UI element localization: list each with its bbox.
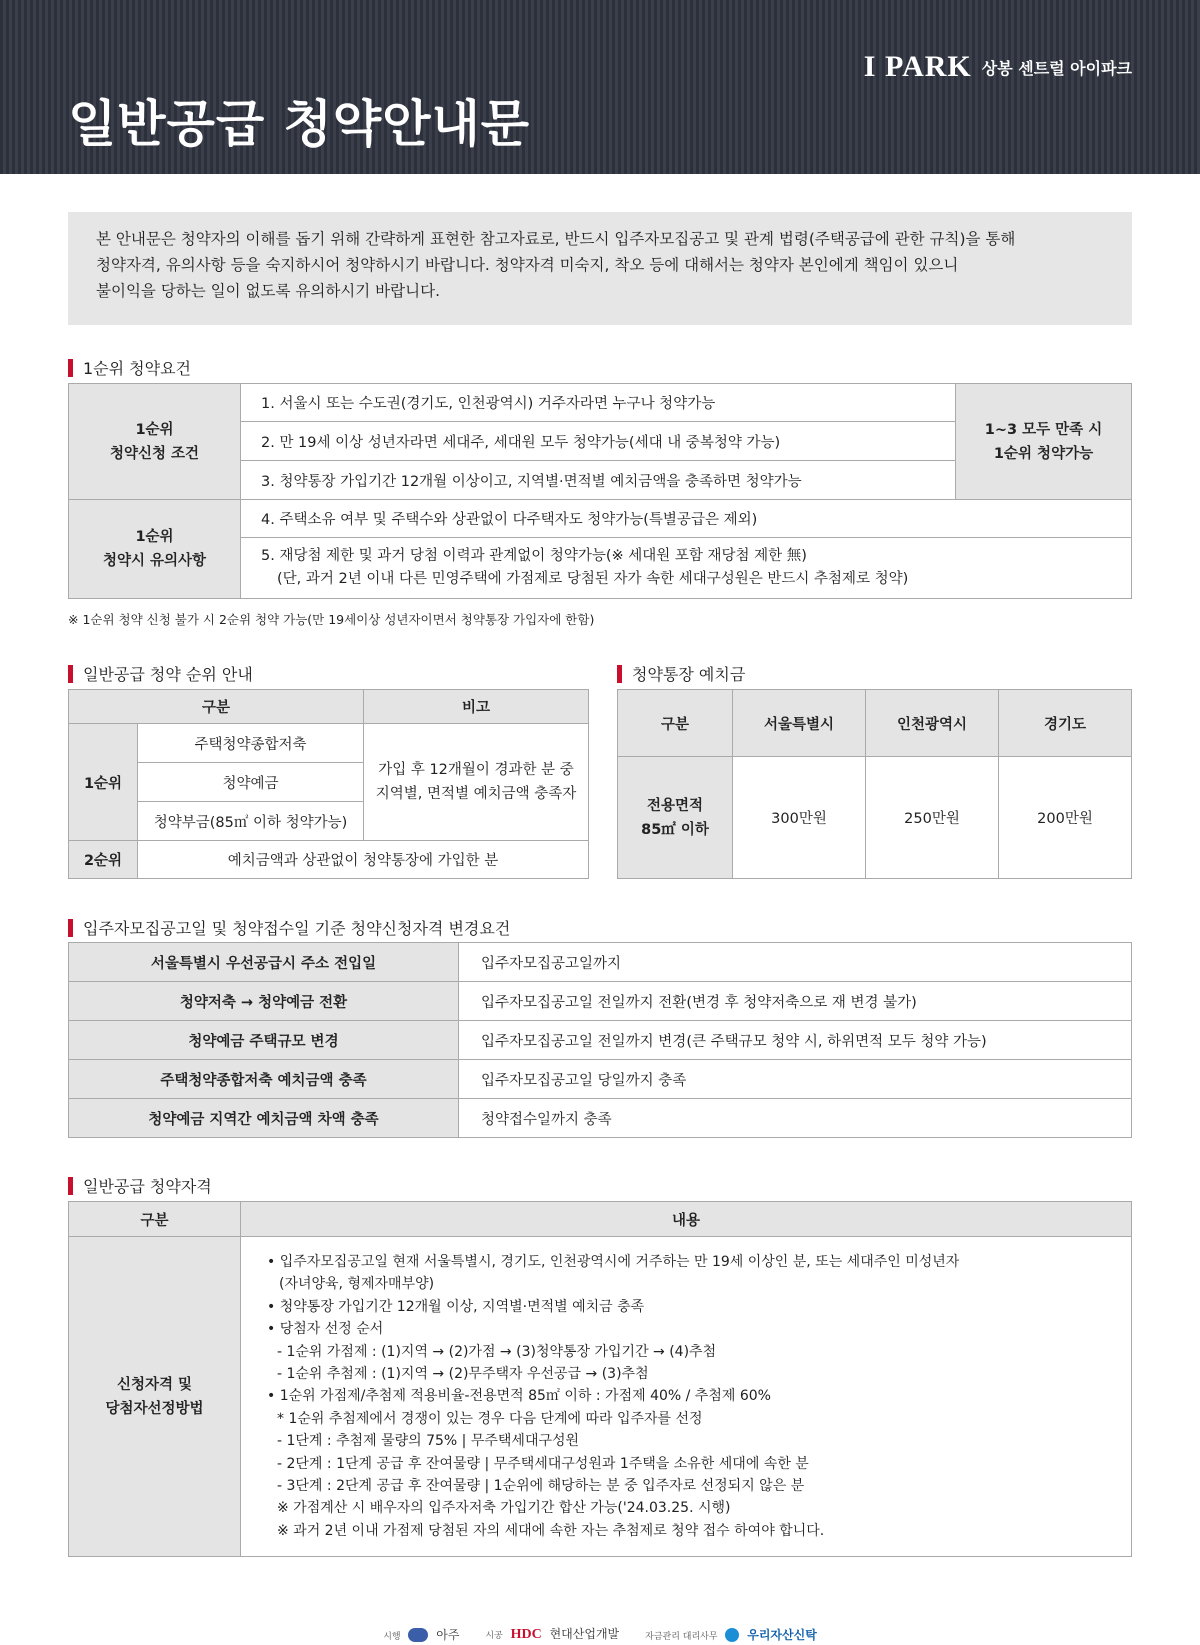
caution-item: 5. 재당첨 제한 및 과거 당첨 이력과 관계없이 청약가능(※ 세대원 포함 재당첨 제한 無) (단, 과거 2년 이내 다른 민영주택에 가점제로 당첨된 자가 속한 세대구성원은 반드시 추첨제로 청약)	[241, 538, 1132, 599]
header-incheon: 인천광역시	[866, 690, 999, 757]
aju-logo-icon	[408, 1628, 428, 1642]
footer-builder: 시행 아주	[383, 1627, 460, 1642]
rank1-item: 청약예금	[138, 763, 364, 802]
rank1-label: 1순위	[69, 724, 138, 841]
ipark-logo: I PARK	[863, 50, 972, 83]
change-label: 서울특별시 우선공급시 주소 전입일	[69, 943, 459, 982]
content-line: • 당첨자 선정 순서	[267, 1321, 384, 1338]
qualification-table	[68, 1201, 1132, 1557]
rank1-remark: 가입 후 12개월이 경과한 분 중 지역별, 면적별 예치금액 충족자	[364, 724, 589, 841]
header-banner	[0, 0, 1200, 174]
section-title-text: 일반공급 청약자격	[83, 1177, 212, 1196]
section-marker	[617, 665, 622, 683]
section-title-rank-guide	[68, 662, 253, 685]
rank1-item: 주택청약종합저축	[138, 724, 364, 763]
content-line: (자녀양육, 형제자매부양)	[279, 1276, 435, 1293]
deposit-seoul: 300만원	[733, 757, 866, 879]
rank2-label: 2순위	[69, 841, 138, 879]
intro-line: 청약자격, 유의사항 등을 숙지하시어 청약하시기 바랍니다. 청약자격 미숙지, 착오 등에 대해서는 청약자 본인에게 책임이 있으니	[96, 256, 959, 274]
change-value: 입주자모집공고일까지	[459, 943, 1132, 982]
cond-item: 3. 청약통장 가입기간 12개월 이상이고, 지역별·면적별 예치금액을 충족하면 청약가능	[241, 461, 956, 500]
content-line: - 1순위 가점제 : (1)지역 → (2)가점 → (3)청약통장 가입기간 → (4)추첨	[277, 1343, 717, 1360]
deposit-incheon: 250만원	[866, 757, 999, 879]
header-category: 구분	[69, 690, 364, 724]
header-seoul: 서울특별시	[733, 690, 866, 757]
rank1-item: 청약부금(85㎡ 이하 청약가능)	[138, 802, 364, 841]
content-line: - 1단계 : 추첨제 물량의 75% | 무주택세대구성원	[277, 1433, 580, 1450]
content-line: ※ 가점계산 시 배우자의 입주자저축 가입기간 합산 가능('24.03.25. 시행)	[277, 1500, 731, 1517]
caution-item: 4. 주택소유 여부 및 주택수와 상관없이 다주택자도 청약가능(특별공급은 제외)	[241, 500, 1132, 538]
content-line: - 2단계 : 1단계 공급 후 잔여물량 | 무주택세대구성원과 1주택을 소유한 세대에 속한 분	[277, 1455, 809, 1472]
cond-item: 1. 서울시 또는 수도권(경기도, 인천광역시) 거주자라면 누구나 청약가능	[241, 384, 956, 422]
intro-line: 불이익을 당하는 일이 없도록 유의하시기 바랍니다.	[96, 282, 440, 300]
section-title-change-req	[68, 916, 510, 939]
section-marker	[68, 665, 73, 683]
rank-guide-table	[68, 689, 589, 879]
first-rank-note: ※ 1순위 청약 신청 불가 시 2순위 청약 가능(만 19세이상 성년자이면서 청약통장 가입자에 한함)	[68, 612, 595, 627]
change-value: 청약접수일까지 충족	[459, 1099, 1132, 1138]
content-line: • 청약통장 가입기간 12개월 이상, 지역별·면적별 예치금 충족	[267, 1298, 645, 1315]
section-title-qualification	[68, 1174, 212, 1197]
section-marker	[68, 919, 73, 937]
header-gyeonggi: 경기도	[999, 690, 1132, 757]
content-line: • 1순위 가점제/추첨제 적용비율-전용면적 85㎡ 이하 : 가점제 40% / 추첨제 60%	[267, 1388, 771, 1405]
change-value: 입주자모집공고일 당일까지 충족	[459, 1060, 1132, 1099]
woori-logo-icon	[725, 1628, 739, 1642]
brand	[864, 50, 1132, 84]
footer-constructor: 시공 HDC 현대산업개발	[485, 1627, 620, 1642]
section-title-deposit	[617, 662, 745, 685]
page-title: 일반공급 청약안내문	[68, 95, 531, 153]
first-rank-table	[68, 383, 1132, 599]
section-title-text: 청약통장 예치금	[632, 665, 746, 684]
change-req-table	[68, 942, 1132, 1138]
qualification-label: 신청자격 및 당첨자선정방법	[69, 1237, 241, 1557]
qualification-content	[241, 1237, 1132, 1557]
footer	[0, 1625, 1200, 1643]
section-title-first-rank	[68, 356, 191, 379]
header-category: 구분	[618, 690, 733, 757]
cond-item: 2. 만 19세 이상 성년자라면 세대주, 세대원 모두 청약가능(세대 내 중복청약 가능)	[241, 422, 956, 461]
cond-result: 1~3 모두 만족 시 1순위 청약가능	[956, 384, 1132, 500]
rank2-remark: 예치금액과 상관없이 청약통장에 가입한 분	[138, 841, 589, 879]
content-line: - 1순위 추첨제 : (1)지역 → (2)무주택자 우선공급 → (3)추첨	[277, 1366, 649, 1383]
content-line: * 1순위 추첨제에서 경쟁이 있는 경우 다음 단계에 따라 입주자를 선정	[277, 1410, 703, 1427]
hdc-logo: HDC	[510, 1627, 542, 1642]
caution-label: 1순위 청약시 유의사항	[69, 500, 241, 599]
header-content: 내용	[241, 1202, 1132, 1237]
cond-label: 1순위 청약신청 조건	[69, 384, 241, 500]
section-marker	[68, 359, 73, 377]
site-name: 상봉 센트럴 아이파크	[981, 58, 1132, 78]
header-remark: 비고	[364, 690, 589, 724]
content-line: • 입주자모집공고일 현재 서울특별시, 경기도, 인천광역시에 거주하는 만 19세 이상인 분, 또는 세대주인 미성년자	[267, 1254, 960, 1270]
change-label: 청약예금 주택규모 변경	[69, 1021, 459, 1060]
deposit-table	[617, 689, 1132, 879]
area-label: 전용면적 85㎡ 이하	[618, 757, 733, 879]
footer-trust: 자금관리 대리사무 우리자산신탁	[645, 1627, 817, 1642]
section-marker	[68, 1177, 73, 1195]
header-category: 구분	[69, 1202, 241, 1237]
content-line: - 3단계 : 2단계 공급 후 잔여물량 | 1순위에 해당하는 분 중 입주자로 선정되지 않은 분	[277, 1478, 805, 1495]
change-label: 주택청약종합저축 예치금액 충족	[69, 1060, 459, 1099]
change-value: 입주자모집공고일 전일까지 변경(큰 주택규모 청약 시, 하위면적 모두 청약 가능)	[459, 1021, 1132, 1060]
change-value: 입주자모집공고일 전일까지 전환(변경 후 청약저축으로 재 변경 불가)	[459, 982, 1132, 1021]
content-line: ※ 과거 2년 이내 가점제 당첨된 자의 세대에 속한 자는 추첨제로 청약 접수 하여야 합니다.	[277, 1522, 825, 1539]
deposit-gyeonggi: 200만원	[999, 757, 1132, 879]
section-title-text: 1순위 청약요건	[83, 359, 192, 378]
intro-box	[68, 212, 1132, 325]
change-label: 청약예금 지역간 예치금액 차액 충족	[69, 1099, 459, 1138]
section-title-text: 일반공급 청약 순위 안내	[83, 665, 253, 684]
intro-line: 본 안내문은 청약자의 이해를 돕기 위해 간략하게 표현한 참고자료로, 반드시 입주자모집공고 및 관계 법령(주택공급에 관한 규칙)을 통해	[96, 230, 1016, 248]
section-title-text: 입주자모집공고일 및 청약접수일 기준 청약신청자격 변경요건	[83, 919, 511, 938]
change-label: 청약저축 → 청약예금 전환	[69, 982, 459, 1021]
